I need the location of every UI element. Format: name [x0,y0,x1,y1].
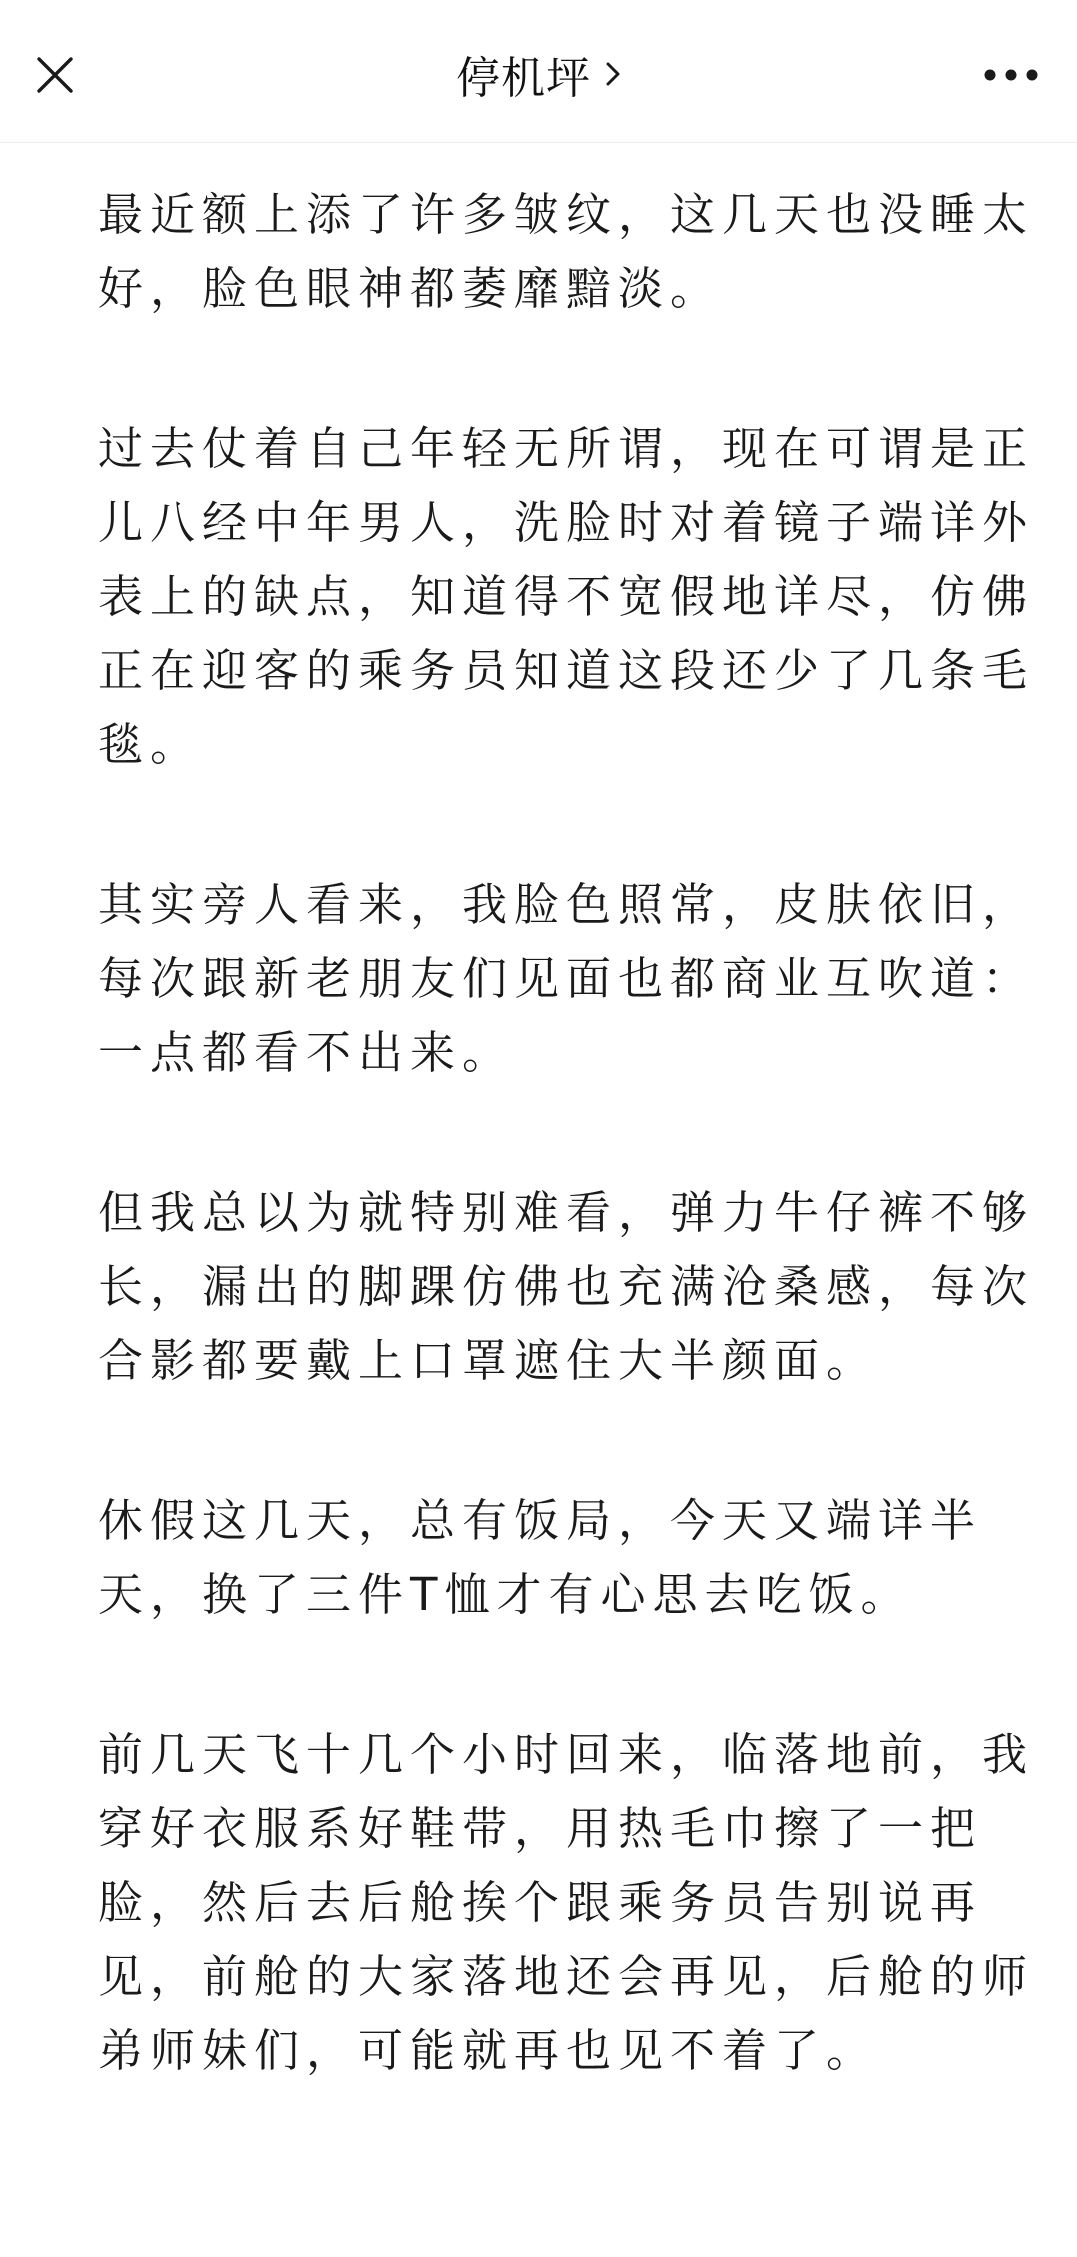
text-line: 天，换了三件T恤才有心思去吃饭。 [98,1568,913,1621]
text-line: 一点都看不出来。 [98,1026,515,1079]
text-line: 见，前舱的大家落地还会再见，后舱的师 [98,1950,1035,2003]
more-options-button[interactable] [975,44,1047,106]
text-line: 弟师妹们，可能就再也见不着了。 [98,2024,879,2077]
article-paragraph [98,1718,1035,2088]
text-line: 休假这几天，总有饭局，今天又端详半 [98,1494,983,1547]
navigation-bar [0,0,1077,143]
text-line: 过去仗着自己年轻无所谓，现在可谓是正 [98,422,1035,475]
text-line: 好，脸色眼神都萎靡黯淡。 [98,262,723,315]
text-line: 最近额上添了许多皱纹，这几天也没睡太 [98,188,1035,241]
text-line: 长，漏出的脚踝仿佛也充满沧桑感，每次 [98,1260,1035,1313]
chevron-right-icon [605,60,621,88]
article-body [98,178,1035,2174]
more-dots-icon [983,68,1039,82]
text-line: 儿八经中年男人，洗脸时对着镜子端详外 [98,496,1035,549]
text-line: 其实旁人看来，我脸色照常，皮肤依旧， [98,878,1035,931]
text-line: 毯。 [98,718,203,771]
page-title: 停机坪 [456,53,591,104]
text-line: 每次跟新老朋友们见面也都商业互吹道： [98,952,1035,1005]
text-line: 脸，然后去后舱挨个跟乘务员告别说再 [98,1876,983,1929]
page-title-link[interactable] [0,38,1077,110]
article-paragraph [98,178,1035,326]
text-line: 但我总以为就特别难看，弹力牛仔裤不够 [98,1186,1035,1239]
text-line: 正在迎客的乘务员知道这段还少了几条毛 [98,644,1035,697]
article-paragraph [98,1484,988,1632]
article-paragraph [98,868,1035,1090]
text-line: 表上的缺点，知道得不宽假地详尽，仿佛 [98,570,1035,623]
text-line: 穿好衣服系好鞋带，用热毛巾擦了一把 [98,1802,983,1855]
article-paragraph [98,412,1035,782]
article-paragraph [98,1176,1035,1398]
text-line: 合影都要戴上口罩遮住大半颜面。 [98,1334,879,1387]
text-line: 前几天飞十几个小时回来，临落地前，我 [98,1728,1035,1781]
